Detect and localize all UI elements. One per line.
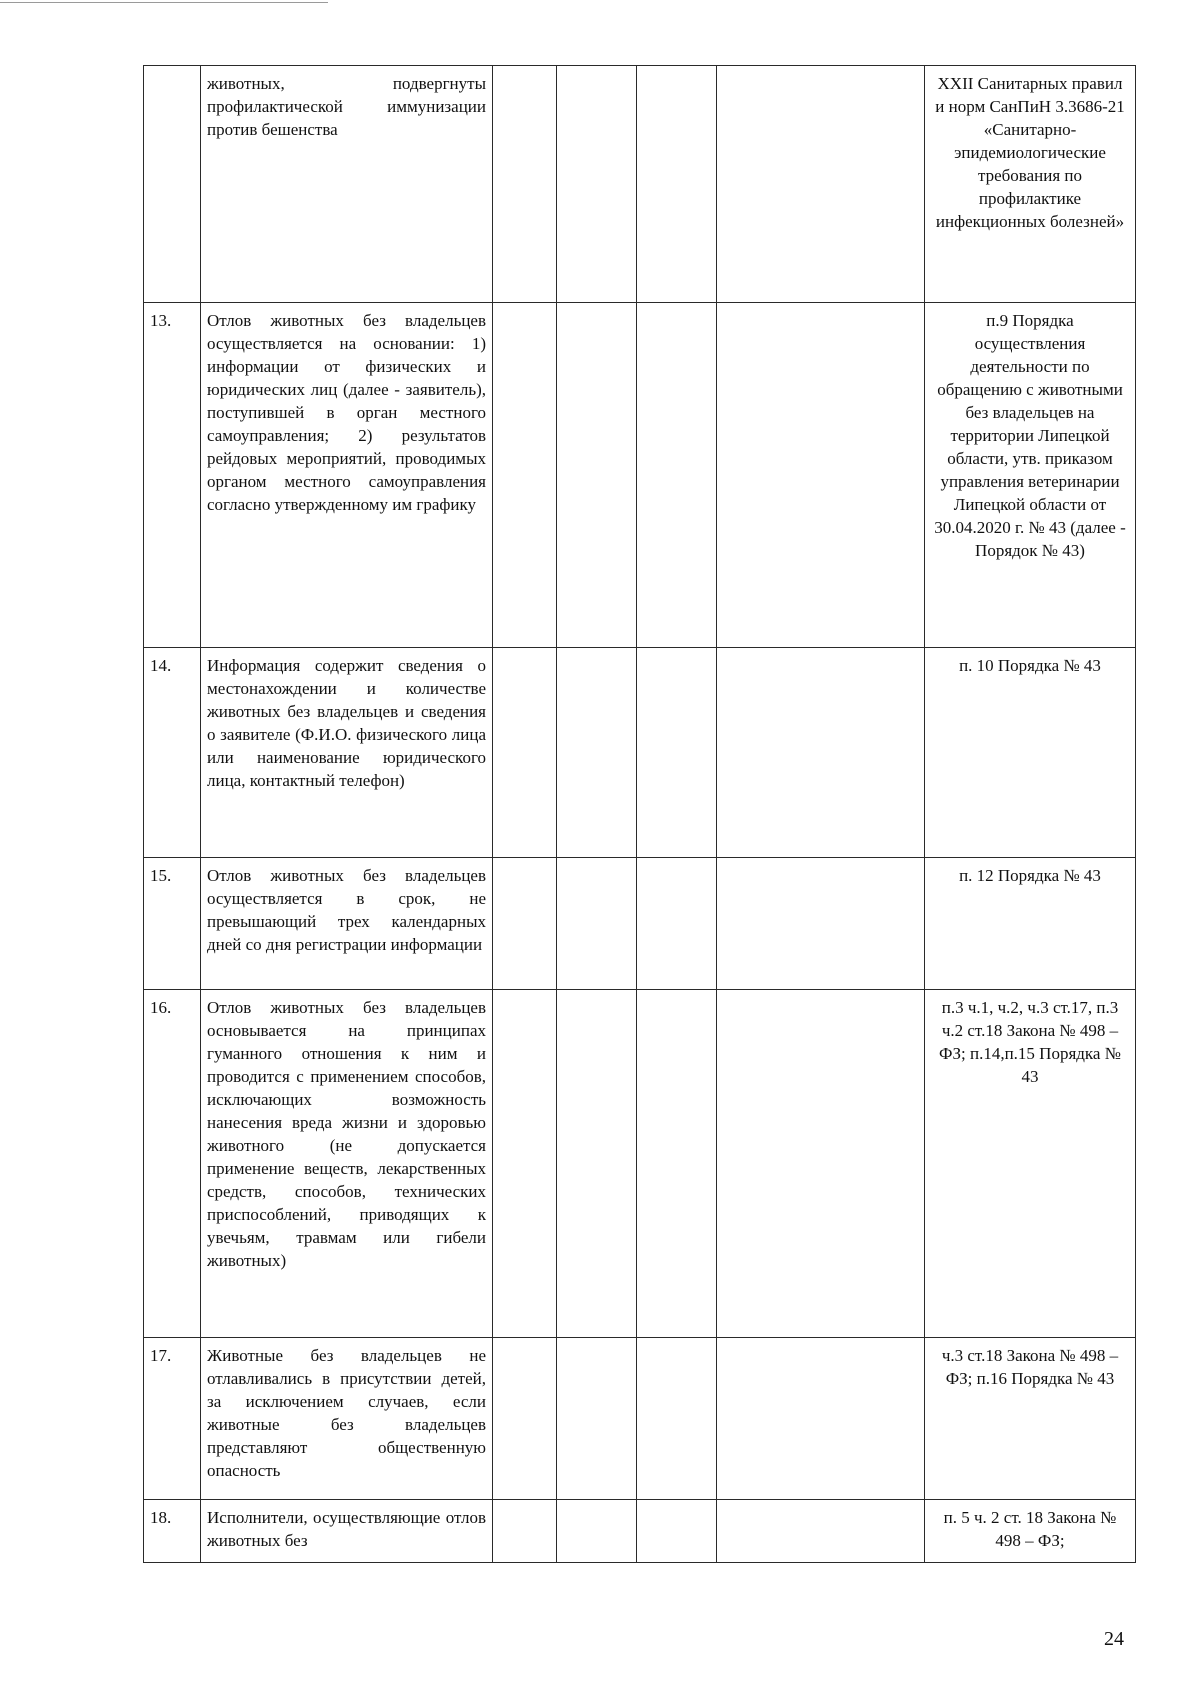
answer-cell [717,303,925,648]
table-row [144,303,1136,648]
answer-cell [493,1338,557,1500]
legal-reference: п. 12 Порядка № 43 [925,858,1136,990]
answer-cell [557,303,637,648]
legal-reference: ч.3 ст.18 Закона № 498 – ФЗ; п.16 Порядка № 43 [925,1338,1136,1500]
legal-reference: п. 5 ч. 2 ст. 18 Закона № 498 – ФЗ; [925,1500,1136,1563]
legal-reference: п.3 ч.1, ч.2, ч.3 ст.17, п.3 ч.2 ст.18 Закона № 498 – ФЗ; п.14,п.15 Порядка № 43 [925,990,1136,1338]
answer-cell [717,648,925,858]
row-number: 17. [144,1338,201,1500]
requirement-text: Исполнители, осуществляющие отлов животных без [201,1500,493,1563]
answer-cell [717,858,925,990]
table-row [144,648,1136,858]
requirement-text: Отлов животных без владельцев осуществляется в срок, не превышающий трех календарных дней со дня регистрации информации [201,858,493,990]
answer-cell [637,648,717,858]
answer-cell [557,66,637,303]
requirement-text: Отлов животных без владельцев осуществляется на основании: 1) информации от физических и юридических лиц (далее - заявитель), поступившей в орган местного самоуправления; 2) результатов рейдовых мероприятий, проводимых органом местного самоуправления согласно утвержденному им графику [201,303,493,648]
answer-cell [493,1500,557,1563]
table-row [144,1500,1136,1563]
answer-cell [637,990,717,1338]
requirement-text: Животные без владельцев не отлавливались в присутствии детей, за исключением случаев, если животные без владельцев представляют общественную опасность [201,1338,493,1500]
answer-cell [717,1338,925,1500]
row-number: 13. [144,303,201,648]
row-number: 15. [144,858,201,990]
answer-cell [637,66,717,303]
row-number: 14. [144,648,201,858]
answer-cell [637,1500,717,1563]
answer-cell [493,66,557,303]
legal-reference: п. 10 Порядка № 43 [925,648,1136,858]
answer-cell [557,1500,637,1563]
requirement-text: Отлов животных без владельцев основывается на принципах гуманного отношения к ним и проводится с применением способов, исключающих возможность нанесения вреда жизни и здоровью животного (не допускается применение веществ, лекарственных средств, способов, технических приспособлений, приводящих к увечьям, травмам или гибели животных) [201,990,493,1338]
requirement-text: животных, подвергнуты профилактической иммунизации против бешенства [201,66,493,303]
answer-cell [717,1500,925,1563]
answer-cell [637,303,717,648]
table-row [144,990,1136,1338]
table-row [144,66,1136,303]
answer-cell [493,648,557,858]
answer-cell [557,1338,637,1500]
requirements-table [143,65,1136,1563]
answer-cell [557,990,637,1338]
answer-cell [717,990,925,1338]
row-number [144,66,201,303]
answer-cell [493,990,557,1338]
answer-cell [557,648,637,858]
page-number: 24 [1104,1628,1124,1650]
answer-cell [493,858,557,990]
table-row [144,1338,1136,1500]
row-number: 18. [144,1500,201,1563]
header-rule [0,2,328,3]
legal-reference: п.9 Порядка осуществления деятельности по обращению с животными без владельцев на территории Липецкой области, утв. приказом управления ветеринарии Липецкой области от 30.04.2020 г. № 43 (далее - Порядок № 43) [925,303,1136,648]
answer-cell [637,858,717,990]
answer-cell [717,66,925,303]
requirement-text: Информация содержит сведения о местонахождении и количестве животных без владельцев и сведения о заявителе (Ф.И.О. физического лица или наименование юридического лица, контактный телефон) [201,648,493,858]
answer-cell [557,858,637,990]
legal-reference: XXII Санитарных правил и норм СанПиН 3.3686-21 «Санитарно-эпидемиологические требования по профилактике инфекционных болезней» [925,66,1136,303]
row-number: 16. [144,990,201,1338]
table-row [144,858,1136,990]
answer-cell [493,303,557,648]
answer-cell [637,1338,717,1500]
